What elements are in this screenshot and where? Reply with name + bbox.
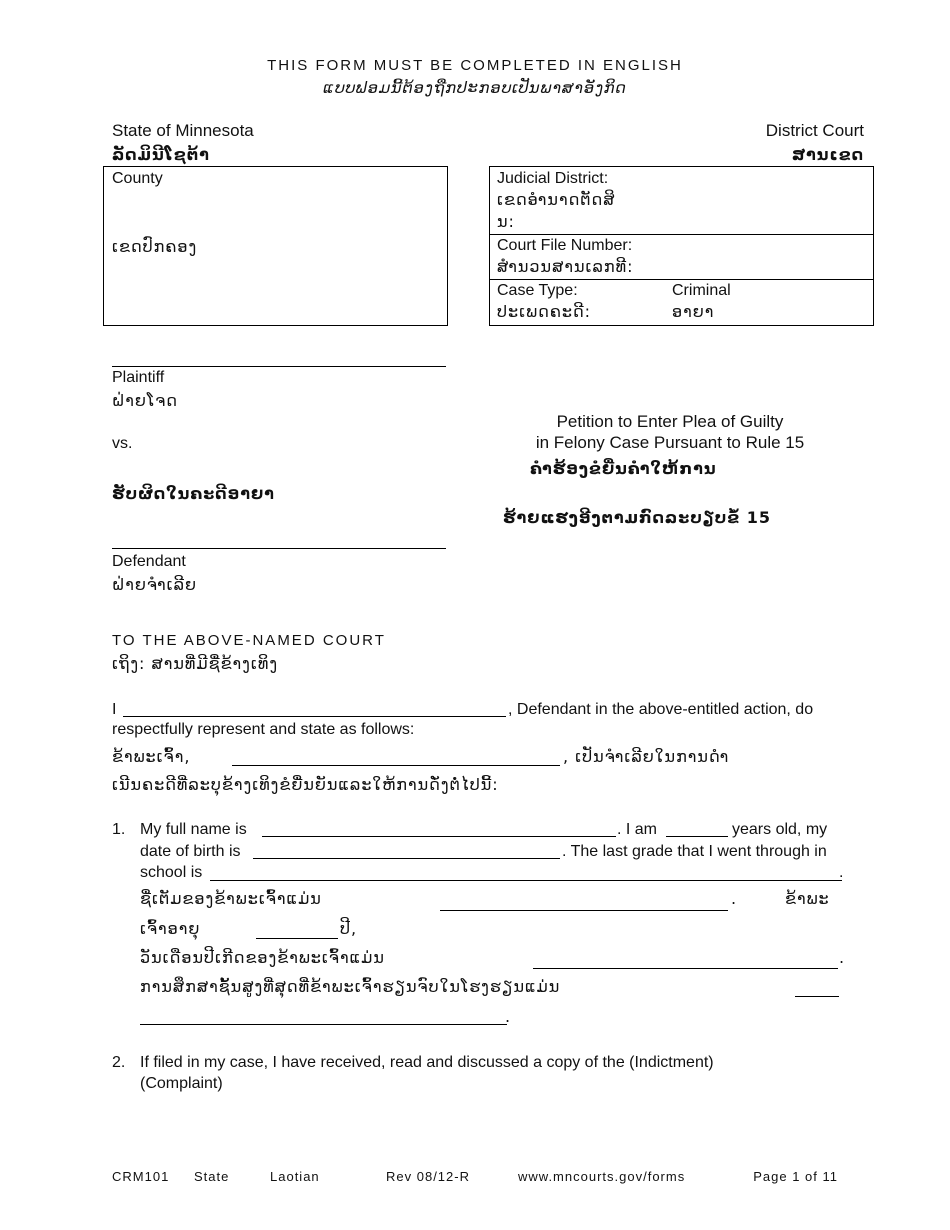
footer-form-code: CRM101 <box>112 1169 170 1184</box>
full-name-field[interactable] <box>262 836 616 837</box>
footer-state: State <box>194 1169 230 1184</box>
intro-lao-line2: ເນີນຄະດີທີ່ລະບຸຂ້າງເທິງຂໍຍື່ນຍັນແລະໃຫ້ການດັ່ງຕໍ່ໄປນີ້: <box>112 775 499 794</box>
judicial-district-label: Judicial District: <box>497 170 609 187</box>
defendant-field[interactable] <box>112 548 446 549</box>
form-title: Petition to Enter Plea of Guilty <box>556 412 784 431</box>
state-party-lao: ຮັບຜິດໃນຄະດີອາຍາ <box>112 484 275 503</box>
plaintiff-label: Plaintiff <box>112 369 165 386</box>
form-title-line2: in Felony Case Pursuant to Rule 15 <box>535 433 805 452</box>
age-field[interactable] <box>666 836 728 837</box>
item2-text-line2: (Complaint) <box>140 1075 223 1092</box>
defendant-label: Defendant <box>112 553 186 570</box>
last-grade-label: . The last grade that I went through in <box>562 843 827 860</box>
divider <box>490 234 664 235</box>
case-type-label: Case Type: <box>497 282 578 299</box>
dob-field-lao[interactable] <box>533 968 838 969</box>
item2-text: If filed in my case, I have received, read and discussed a copy of the (Indictment) <box>140 1054 714 1071</box>
court-heading: District Court <box>765 121 864 140</box>
plaintiff-field[interactable] <box>112 366 446 367</box>
age-label: . I am <box>617 821 658 838</box>
state-heading: State of Minnesota <box>112 121 254 140</box>
case-type-label-lao: ປະເພດຄະດີ: <box>497 302 592 321</box>
form-title-lao: ຄຳຮ້ອງຂໍຍື່ນຄຳໃຫ້ການ <box>530 459 717 478</box>
intro-text-line2: respectfully represent and state as follows: <box>112 721 415 738</box>
item2-number: 2. <box>112 1054 126 1071</box>
age-label-lao-start: ຂ້າພະ <box>785 889 830 908</box>
footer-revision: Rev 08/12-R <box>386 1169 470 1184</box>
county-label: County <box>112 170 163 187</box>
judicial-district-label-lao-cont: ນ: <box>497 212 515 231</box>
intro-lao-after: , ເປັນຈຳເລີຍໃນການດຳ <box>563 747 730 766</box>
full-name-label: My full name is <box>140 821 247 838</box>
intro-i: I <box>112 701 117 718</box>
judicial-district-field[interactable] <box>664 234 873 235</box>
footer-url[interactable]: www.mncourts.gov/forms <box>518 1169 686 1184</box>
last-grade-label-lao: ການສຶກສາຊັ້ນສູງທີ່ສຸດທີ່ຂ້າພະເຈົ້າຮຽນຈົບໃນໂຮງຮຽນແມ່ນ <box>140 977 561 996</box>
form-title-lao-line2: ຮ້າຍແຮງອີງຕາມກົດລະບຽບຂໍ້ 15 <box>503 508 771 527</box>
full-name-lao-period: . <box>731 889 738 908</box>
court-file-number-label: Court File Number: <box>497 237 633 254</box>
vs-label: vs. <box>112 435 133 452</box>
case-info-box <box>489 166 874 326</box>
footer-page-number: Page 1 of 11 <box>753 1169 838 1184</box>
defendant-name-field[interactable] <box>123 716 506 717</box>
case-type-value: Criminal <box>672 282 731 299</box>
court-address-lao: ເຖິງ: ສານທີ່ມີຊື່ຂ້າງເທິງ <box>112 654 279 673</box>
school-period: . <box>839 864 844 881</box>
intro-text: , Defendant in the above-entitled action, do <box>508 701 814 718</box>
defendant-label-lao: ຝ່າຍຈຳເລີຍ <box>112 575 197 594</box>
divider <box>490 279 664 280</box>
school-label: school is <box>140 864 203 881</box>
court-heading-lao: ສານເຂດ <box>791 145 864 164</box>
last-grade-lao-period: . <box>505 1007 512 1026</box>
age-unit-lao: ປີ, <box>340 919 358 938</box>
dob-lao-period: . <box>839 948 846 967</box>
lao-notice: ແບບຟອມນີ້ຕ້ອງຖືກປະກອບເປັນພາສາອັງກິດ <box>323 78 627 97</box>
full-name-field-lao[interactable] <box>440 910 728 911</box>
last-grade-field-lao-cont[interactable] <box>140 1024 507 1025</box>
judicial-district-label-lao: ເຂດອຳນາດຕັດສິ <box>497 190 616 209</box>
age-field-lao[interactable] <box>256 938 338 939</box>
dob-label: date of birth is <box>140 843 241 860</box>
court-address: TO THE ABOVE-NAMED COURT <box>112 632 386 649</box>
defendant-name-field-lao[interactable] <box>232 765 560 766</box>
full-name-label-lao: ຊື່ເຕັມຂອງຂ້າພະເຈົ້າແມ່ນ <box>140 889 322 908</box>
english-notice: THIS FORM MUST BE COMPLETED IN ENGLISH <box>267 57 683 74</box>
school-field[interactable] <box>210 880 842 881</box>
county-label-lao: ເຂດປົກຄອງ <box>112 237 198 256</box>
county-box <box>103 166 448 326</box>
court-file-number-field[interactable] <box>664 279 873 280</box>
footer-language: Laotian <box>270 1169 320 1184</box>
plaintiff-label-lao: ຝ່າຍໂຈດ <box>112 391 179 410</box>
state-heading-lao: ລັດມິນີໂຊຕ້າ <box>112 145 210 164</box>
court-file-number-label-lao: ສຳນວນສານເລກທີ: <box>497 257 634 276</box>
case-type-value-lao: ອາຍາ <box>672 302 715 321</box>
years-old-label: years old, my <box>732 821 828 838</box>
intro-lao: ຂ້າພະເຈົ້າ, <box>112 747 191 766</box>
age-label-lao: ເຈົ້າອາຍຸ <box>140 919 201 938</box>
last-grade-field-lao[interactable] <box>795 996 839 997</box>
dob-label-lao: ວັນເດືອນປີເກີດຂອງຂ້າພະເຈົ້າແມ່ນ <box>140 948 385 967</box>
item1-number: 1. <box>112 821 126 838</box>
dob-field[interactable] <box>253 858 560 859</box>
